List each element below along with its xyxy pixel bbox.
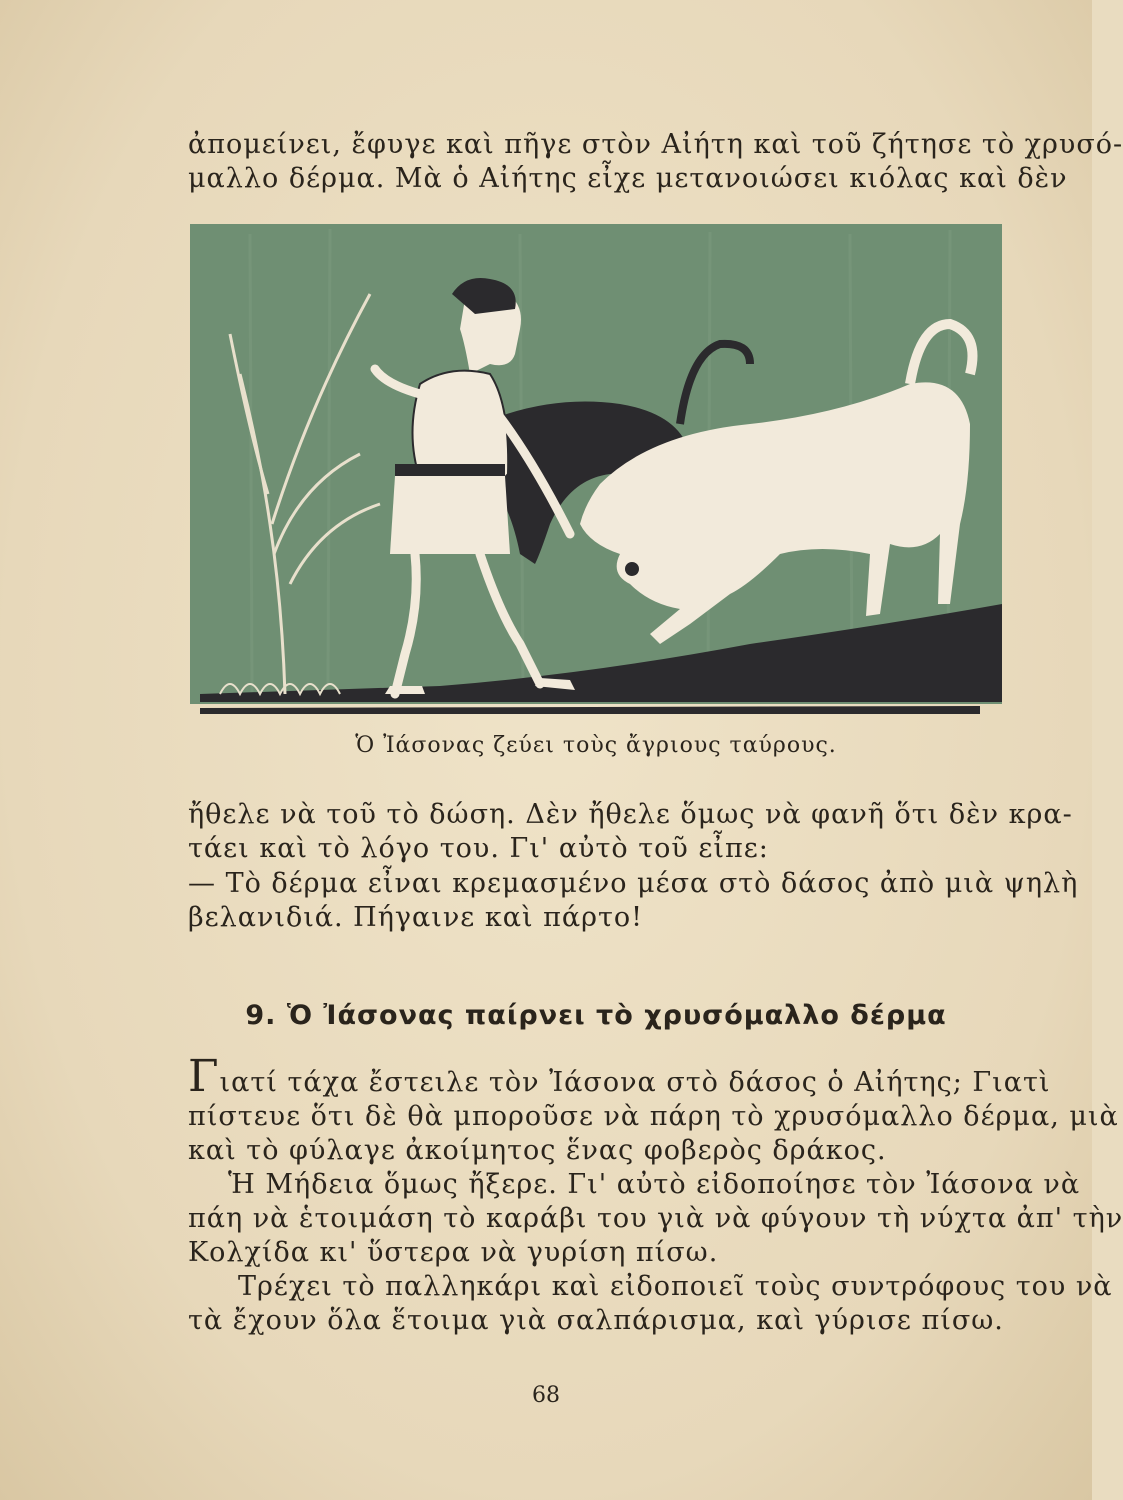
figure-caption: Ὁ Ἰάσονας ζεύει τοὺς ἄγριους ταύρους. (355, 733, 837, 758)
illustration-jason-and-bull (190, 224, 1002, 730)
text-line: τάει καὶ τὸ λόγο του. Γι' αὐτὸ τοῦ εἶπε: (188, 833, 769, 864)
text-line: — Τὸ δέρμα εἶναι κρεμασμένο μέσα στὸ δάσος ἀπὸ μιὰ ψηλὴ (188, 868, 1079, 899)
text-line: Ἡ Μήδεια ὅμως ἤξερε. Γι' αὐτὸ εἰδοποίησε τὸν Ἰάσονα νὰ (228, 1169, 1081, 1200)
text-line: Κολχίδα κι' ὕστερα νὰ γυρίση πίσω. (188, 1237, 719, 1268)
text-line: μαλλο δέρμα. Μὰ ὁ Αἰήτης εἶχε μετανοιώσει κιόλας καὶ δὲν (188, 163, 1068, 194)
section-heading: 9. Ὁ Ἰάσονας παίρνει τὸ χρυσόμαλλο δέρμα (245, 1000, 947, 1031)
text-line: βελανιδιά. Πήγαινε καὶ πάρτο! (188, 902, 644, 933)
text-line: τὰ ἔχουν ὅλα ἕτοιμα γιὰ σαλπάρισμα, καὶ γύρισε πίσω. (188, 1305, 1004, 1336)
text-line: πίστευε ὅτι δὲ θὰ μποροῦσε νὰ πάρη τὸ χρυσόμαλλο δέρμα, μιὰ (188, 1101, 1119, 1132)
text-line: ἀπομείνει, ἔφυγε καὶ πῆγε στὸν Αἰήτη καὶ τοῦ ζήτησε τὸ χρυσό- (188, 129, 1123, 160)
text-line: πάη νὰ ἑτοιμάση τὸ καράβι του γιὰ νὰ φύγουν τὴ νύχτα ἀπ' τὴν (188, 1203, 1123, 1234)
bottom-paragraph (188, 1051, 1123, 1338)
text-line: Τρέχει τὸ παλληκάρι καὶ εἰδοποιεῖ τοὺς συντρόφους του νὰ (238, 1271, 1113, 1302)
top-paragraph (188, 128, 1123, 196)
text-line: ἤθελε νὰ τοῦ τὸ δώση. Δὲν ἤθελε ὅμως νὰ φανῆ ὅτι δὲν κρα- (188, 799, 1073, 830)
text-line: καὶ τὸ φύλαγε ἀκοίμητος ἕνας φοβερὸς δράκος. (188, 1135, 887, 1166)
middle-paragraph (188, 798, 1079, 935)
text-line: Γιατί τάχα ἔστειλε τὸν Ἰάσονα στὸ δάσος ὁ Αἰήτης; Γιατὶ (188, 1051, 1051, 1102)
page-number: 68 (532, 1383, 560, 1408)
